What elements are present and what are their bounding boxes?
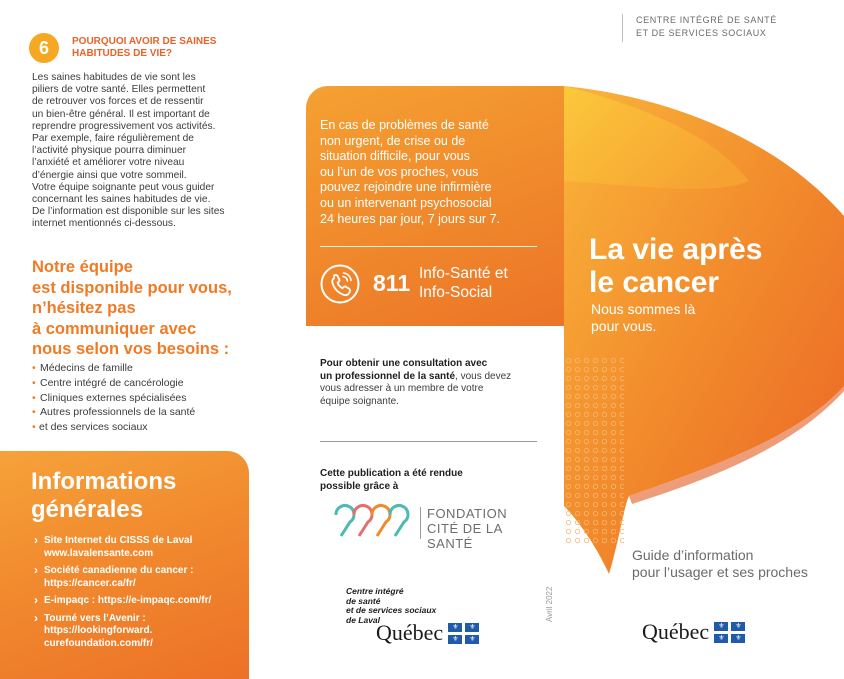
text-line: https://cancer.ca/fr/ — [44, 577, 136, 589]
text-line: Informations — [31, 468, 177, 495]
text-line: vous adresser à un membre de votre — [320, 383, 484, 395]
help-text — [320, 118, 550, 227]
text-line: www.lavalensante.com — [44, 547, 154, 559]
info-link-eimpaqc[interactable] — [34, 595, 244, 608]
text-line: ou l’un de vos proches, vous — [320, 164, 479, 179]
text-line: situation difficile, pour vous — [320, 149, 470, 164]
quebec-logo — [376, 621, 479, 645]
text-line: de santé — [346, 595, 381, 606]
text-line: Société canadienne du cancer : — [44, 565, 194, 576]
text-line: pouvez rejoindre une infirmière — [320, 180, 492, 195]
question-title: POURQUOI AVOIR DE SAINES HABITUDES DE VIE? — [72, 36, 217, 59]
divider — [320, 246, 537, 247]
text-line: FONDATION — [427, 506, 508, 521]
text-line: 24 heures par jour, 7 jours sur 7. — [320, 211, 500, 226]
text-line: Site Internet du CISSS de Laval — [44, 535, 193, 546]
text-line: l’anxiété et améliorer votre niveau — [32, 157, 185, 169]
team-title — [32, 257, 272, 360]
text-line: CENTRE INTÉGRÉ DE SANTÉ — [636, 15, 777, 25]
text-line: Nous sommes là — [591, 301, 696, 317]
text-line: d’énergie ainsi que votre sommeil. — [32, 169, 187, 181]
speech-bubble-graphic — [564, 86, 844, 586]
fondation-logo — [332, 503, 532, 551]
info-links-list — [34, 535, 244, 655]
quebec-flag-icon: ⚜ ⚜ ⚜ ⚜ — [714, 622, 745, 643]
text-line: équipe soignante. — [320, 395, 399, 407]
fondation-name — [427, 506, 532, 551]
text-line: l’activité physique pourra diminuer — [32, 145, 187, 157]
text-line: E-impaqc : https://e-impaqc.com/fr/ — [44, 595, 212, 606]
organization-header — [622, 14, 822, 42]
quebec-wordmark: Québec — [642, 619, 710, 644]
publication-date: Avril 2022 — [545, 586, 554, 622]
text-line: Votre équipe soignante peut vous guider — [32, 181, 215, 193]
text-line: Info-Social — [419, 284, 493, 301]
text-line: n’hésitez pas — [32, 299, 136, 317]
text-line: nous selon vos besoins : — [32, 340, 230, 358]
list-item: • Autres professionnels de la santé — [32, 405, 267, 420]
text-line: à communiquer avec — [32, 319, 197, 338]
quebec-flag-icon: ⚜ ⚜ ⚜ ⚜ — [448, 623, 479, 644]
hotline-number: 811 — [373, 270, 411, 296]
info-link-cancer[interactable] — [34, 565, 244, 590]
info-link-cisss[interactable] — [34, 535, 244, 560]
text-line: pour l’usager et ses proches — [632, 563, 808, 580]
text-line: Info-Santé et — [419, 265, 508, 282]
text-line: Les saines habitudes de vie sont les — [32, 72, 196, 83]
quebec-wordmark: Québec — [376, 620, 444, 645]
text-line: Par exemple, faire régulièrement de — [32, 133, 194, 145]
text-line: générales — [31, 496, 144, 523]
text-line: internet mentionnés ci-dessous. — [32, 218, 176, 230]
text-line: Guide d’information — [632, 547, 754, 563]
text-line: La vie après — [589, 233, 763, 266]
body-paragraph — [32, 72, 267, 231]
text-line: le cancer — [589, 266, 720, 299]
help-box — [306, 86, 564, 326]
text-line: possible grâce à — [320, 480, 399, 492]
info-box — [0, 451, 249, 679]
text-line: En cas de problèmes de santé — [320, 118, 489, 132]
text-line: de retrouver vos forces et de ressentir — [32, 96, 204, 108]
text-line: Pour obtenir une consultation avec — [320, 358, 488, 369]
text-line: https://lookingforward. — [44, 625, 153, 636]
text-line: Notre équipe — [32, 258, 133, 276]
text-line: curefoundation.com/fr/ — [44, 637, 153, 649]
list-item: • Centre intégré de cancérologie — [32, 376, 267, 391]
text-line: un bien-être général. Il est important de — [32, 108, 210, 120]
subtitle — [591, 301, 791, 335]
ribbon-logo-icon — [332, 503, 416, 539]
list-item: • Médecins de famille — [32, 361, 267, 376]
text-line: pour vous. — [591, 318, 657, 334]
text-line: un professionnel de la santé — [320, 370, 456, 382]
text-line: et de services sociaux — [346, 605, 437, 616]
text-line: non urgent, de crise ou de — [320, 133, 466, 148]
info-title — [31, 468, 241, 524]
phone-icon — [320, 264, 360, 304]
text-line: piliers de votre santé. Elles permettent — [32, 84, 206, 96]
divider — [320, 441, 537, 442]
consultation-text — [320, 358, 548, 408]
list-item: • Cliniques externes spécialisées — [32, 391, 267, 406]
text-line: concernant les saines habitudes de vie. — [32, 194, 211, 206]
quebec-logo — [642, 620, 745, 644]
text-line: CITÉ DE LA SANTÉ — [427, 521, 503, 551]
section-number-badge: 6 — [29, 33, 59, 63]
text-line: Centre intégré — [346, 586, 404, 596]
text-line: Tourné vers l’Avenir : — [44, 612, 146, 624]
text-line: ou un intervenant psychosocial — [320, 195, 492, 210]
text-line: Cette publication a été rendue — [320, 468, 463, 479]
text-line: de Laval — [346, 614, 381, 625]
publication-credit — [320, 468, 520, 493]
team-list — [32, 361, 267, 435]
main-title — [589, 233, 829, 299]
text-line: De l’information est disponible sur les sites — [32, 206, 225, 218]
logo-separator — [420, 507, 421, 539]
list-item-continuation: • et des services sociaux — [32, 420, 267, 435]
info-link-looking-forward[interactable] — [34, 613, 244, 651]
text-line: est disponible pour vous, — [32, 278, 232, 297]
text-line: reprendre progressivement vos activités. — [32, 120, 216, 132]
text-line: , vous devez — [455, 370, 512, 382]
hotline-name — [419, 264, 549, 302]
guide-description — [632, 547, 842, 580]
text-line: ET DE SERVICES SOCIAUX — [636, 27, 767, 38]
